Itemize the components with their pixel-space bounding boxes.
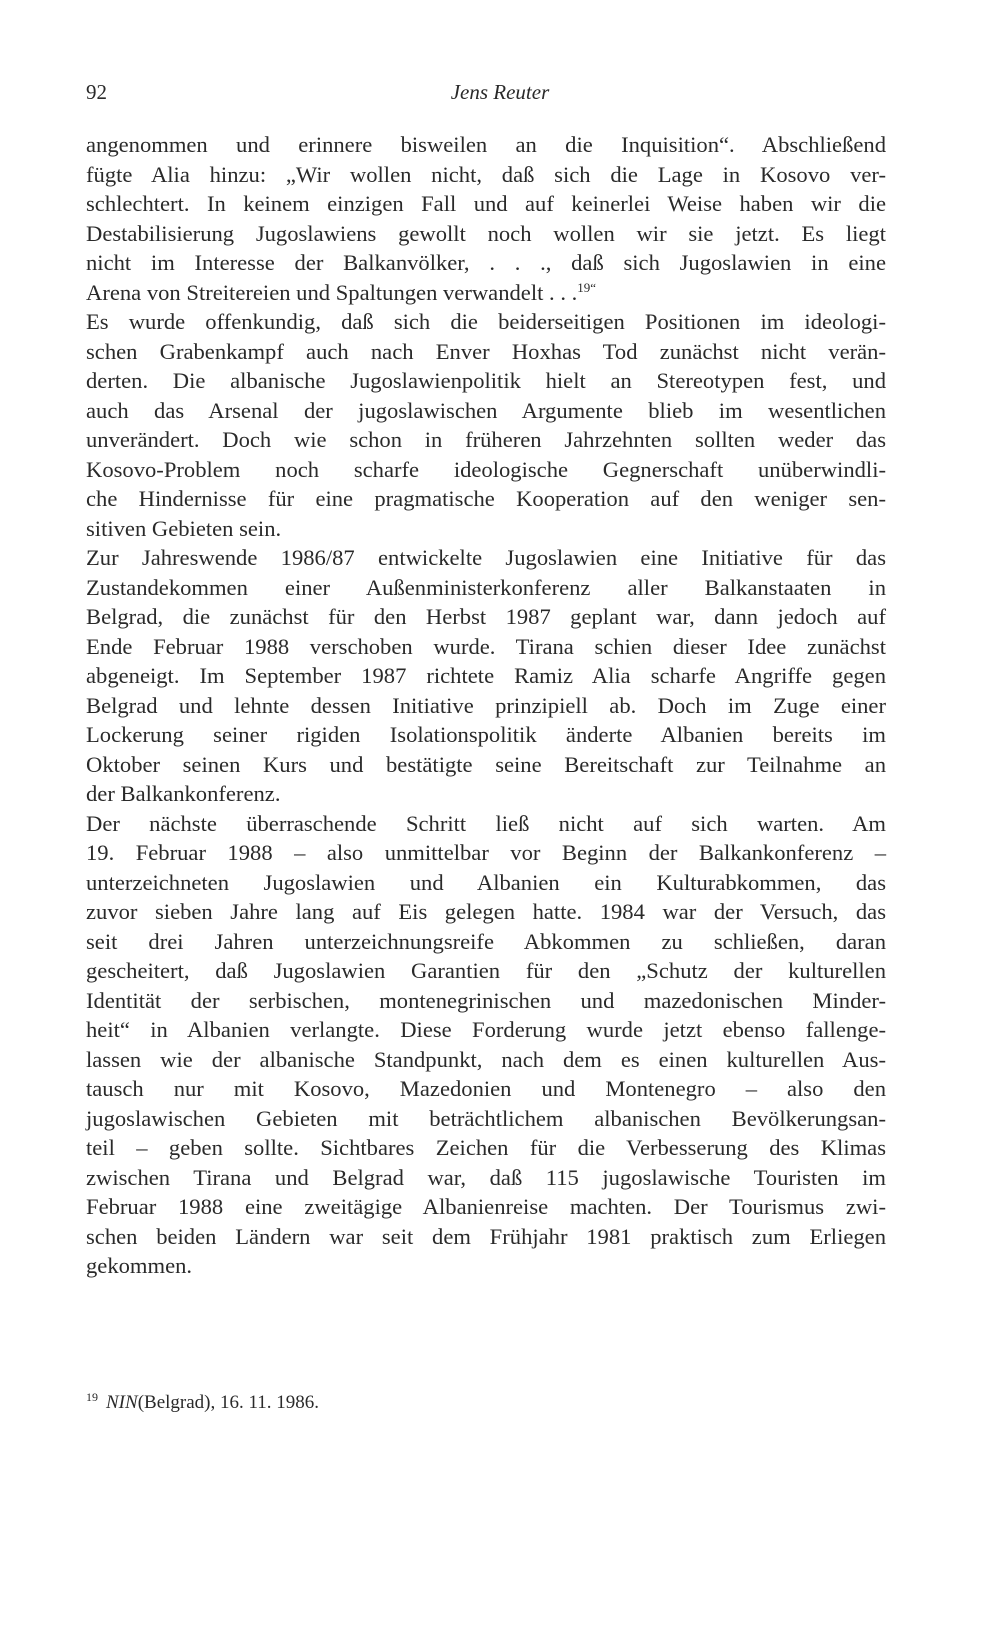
text-line: 19. Februar 1988 – also unmittelbar vor Beginn der Balkankonferenz – [86,840,886,865]
text-line: Oktober seinen Kurs und bestätigte seine Bereitschaft zur Teilnahme an [86,751,886,777]
text-line: Kosovo-Problem noch scharfe ideologische Gegnerschaft unüberwindli- [86,456,886,482]
text-line: unterzeichneten Jugoslawien und Albanien ein Kulturabkommen, das [86,869,886,895]
text-line: gescheitert, daß Jugoslawien Garantien für den „Schutz der kulturellen [86,958,886,983]
text-line: tausch nur mit Kosovo, Mazedonien und Montenegro – also den [86,1076,886,1101]
text-line: nicht im Interesse der Balkanvölker, . . ., daß sich Jugoslawien in eine [86,250,886,275]
text-line: che Hindernisse für eine pragmatische Kooperation auf den weniger sen- [86,486,886,511]
text-line: jugoslawischen Gebieten mit beträchtlichem albanischen Bevölkerungsan- [86,1105,886,1131]
text-line: heit“ in Albanien verlangte. Diese Forderung wurde jetzt ebenso fallenge- [86,1017,886,1042]
text-line: Lockerung seiner rigiden Isolationspolitik änderte Albanien bereits im [86,722,886,747]
footnote-source: NIN [106,1392,138,1413]
text-line: Es wurde offenkundig, daß sich die beiderseitigen Positionen im ideologi- [86,309,886,334]
running-head: Jens Reuter [450,80,550,104]
text-line: zuvor sieben Jahre lang auf Eis gelegen hatte. 1984 war der Versuch, das [86,899,886,924]
paragraph [86,130,886,307]
text-line: Februar 1988 eine zweitägige Albanienreise machten. Der Tourismus zwi- [86,1194,886,1219]
text-line: Belgrad und lehnte dessen Initiative prinzipiell ab. Doch im Zuge einer [86,692,886,718]
paragraph [86,543,886,809]
paragraph [86,809,886,1281]
text-line: auch das Arsenal der jugoslawischen Argumente blieb im wesentlichen [86,397,886,423]
text-line: Belgrad, die zunächst für den Herbst 1987 geplant war, dann jedoch auf [86,604,886,629]
text-line: Der nächste überraschende Schritt ließ nicht auf sich warten. Am [86,810,886,836]
page-number: 92 [86,80,107,104]
text-line: schlechtert. In keinem einzigen Fall und auf keinerlei Weise haben wir die [86,191,886,216]
text-line: fügte Alia hinzu: „Wir wollen nicht, daß sich die Lage in Kosovo ver- [86,161,886,187]
text-line: abgeneigt. Im September 1987 richtete Ramiz Alia scharfe Angriffe gegen [86,663,886,688]
text-line: zwischen Tirana und Belgrad war, daß 115 jugoslawische Touristen im [86,1164,886,1190]
text-line: gekommen. [86,1253,193,1278]
text-line: Identität der serbischen, montenegrinischen und mazedonischen Minder- [86,987,886,1013]
text-line: Zustandekommen einer Außenministerkonferenz aller Balkanstaaten in [86,574,886,600]
line-text: Arena von Streitereien und Spaltungen verwandelt . . . [86,279,578,305]
footnote-marker: 19“ [577,279,597,295]
text-line: unverändert. Doch wie schon in früheren Jahrzehnten sollten weder das [86,427,886,452]
text-line: Destabilisierung Jugoslawiens gewollt noch wollen wir sie jetzt. Es liegt [86,220,886,246]
text-line: angenommen und erinnere bisweilen an die Inquisition“. Abschließend [86,132,886,157]
text-line: Zur Jahreswende 1986/87 entwickelte Jugoslawien eine Initiative für das [86,545,886,570]
text-line: schen Grabenkampf auch nach Enver Hoxhas Tod zunächst nicht verän- [86,338,886,364]
text-line: lassen wie der albanische Standpunkt, nach dem es einen kulturellen Aus- [86,1046,886,1072]
body-text [86,130,886,1281]
text-line: teil – geben sollte. Sichtbares Zeichen für die Verbesserung des Klimas [86,1135,886,1160]
text-line: Ende Februar 1988 verschoben wurde. Tirana schien dieser Idee zunächst [86,633,886,659]
text-line: sitiven Gebieten sein. [86,515,282,541]
text-line: der Balkankonferenz. [86,781,281,806]
text-line: seit drei Jahren unterzeichnungsreife Abkommen zu schließen, daran [86,928,886,954]
text-line: derten. Die albanische Jugoslawienpolitik hielt an Stereotypen fest, und [86,368,886,393]
paragraph [86,307,886,543]
text-line: schen beiden Ländern war seit dem Frühjahr 1981 praktisch zum Erliegen [86,1223,886,1249]
footnote [86,1384,319,1416]
footnote-number: 19 [86,1390,98,1404]
text-line [86,278,886,308]
footnote-text: (Belgrad), 16. 11. 1986. [137,1392,320,1413]
